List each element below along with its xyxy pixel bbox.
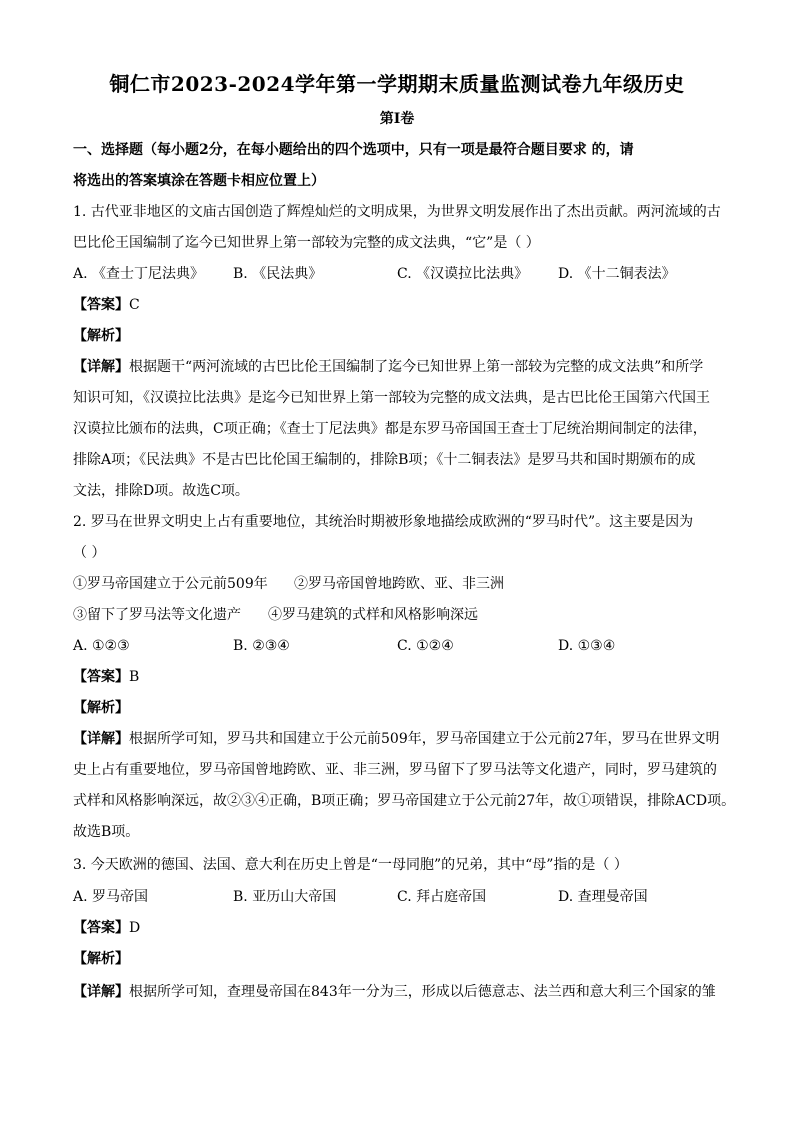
detail-label: 【详解】 — [73, 731, 129, 747]
q3-option-c: C. 拜占庭帝国 — [397, 889, 487, 905]
detail-label: 【详解】 — [73, 984, 129, 1000]
section-heading-line2: 将选出的答案填涂在答题卡相应位置上） — [73, 173, 325, 189]
q3-detail-text1: 根据所学可知，查理曼帝国在843年一分为三，形成以后德意志、法兰西和意大利三个国家的雏 — [129, 984, 716, 1000]
q2-answer — [73, 667, 733, 687]
q1-analysis — [73, 326, 733, 346]
q2-detail-line2: 史上占有重要地位，罗马帝国曾地跨欧、亚、非三洲，罗马留下了罗马法等文化遗产，同时，罗马建筑的 — [73, 762, 717, 778]
q2-detail-line1 — [73, 729, 733, 749]
q1-detail-line3: 汉谟拉比颁布的法典，C项正确；《查士丁尼法典》都是东罗马帝国国王查士丁尼统治期间制定的法律， — [73, 421, 707, 437]
q2-detail-line4: 故选B项。 — [73, 824, 140, 840]
q2-statement-1: ①罗马帝国建立于公元前509年 — [73, 576, 268, 592]
q2-statement-3: ③留下了罗马法等文化遗产 — [73, 607, 241, 623]
q3-detail-line1 — [73, 982, 733, 1002]
q2-statement-2: ②罗马帝国曾地跨欧、亚、非三洲 — [294, 576, 504, 592]
q2-option-d: D. ①③④ — [558, 638, 616, 654]
q2-detail-text1: 根据所学可知，罗马共和国建立于公元前509年，罗马帝国建立于公元前27年，罗马在世界文明 — [129, 731, 720, 747]
q1-answer-value: C — [129, 297, 140, 313]
analysis-label: 【解析】 — [73, 700, 129, 716]
exam-title: 铜仁市2023-2024学年第一学期期末质量监测试卷九年级历史 — [109, 72, 685, 96]
q3-stem: 3. 今天欧洲的德国、法国、意大利在历史上曾是“一母同胞”的兄弟，其中“母”指的是（ ） — [73, 857, 628, 873]
q3-answer — [73, 918, 733, 938]
q3-option-d: D. 查理曼帝国 — [558, 889, 648, 905]
q1-detail-line2: 知识可知，《汉谟拉比法典》是迄今已知世界上第一部较为完整的成文法典，是古巴比伦王国第六代国王 — [73, 390, 710, 406]
analysis-label: 【解析】 — [73, 328, 129, 344]
detail-label: 【详解】 — [73, 359, 129, 375]
q1-option-b: B. 《民法典》 — [233, 266, 323, 282]
q1-option-a: A. 《查士丁尼法典》 — [73, 266, 205, 282]
q2-option-c: C. ①②④ — [397, 638, 454, 654]
q1-detail-text1: 根据题干“两河流域的古巴比伦王国编制了迄今已知世界上第一部较为完整的成文法典”和所学 — [129, 359, 704, 375]
analysis-label: 【解析】 — [73, 951, 129, 967]
q1-detail-line5: 文法，排除D项。故选C项。 — [73, 483, 249, 499]
q1-answer — [73, 295, 733, 315]
q1-option-c: C. 《汉谟拉比法典》 — [397, 266, 529, 282]
volume-label: 第Ⅰ卷 — [379, 111, 415, 127]
q2-analysis — [73, 698, 733, 718]
q3-option-b: B. 亚历山大帝国 — [233, 889, 337, 905]
q1-stem-line2: 巴比伦王国编制了迄今已知世界上第一部较为完整的成文法典，“它”是（ ） — [73, 235, 540, 251]
section-heading-line1: 一、选择题（每小题2分，在每小题给出的四个选项中，只有一项是最符合题目要求 的，请 — [73, 142, 634, 158]
answer-label: 【答案】 — [73, 920, 129, 936]
q1-option-d: D. 《十二铜表法》 — [558, 266, 676, 282]
q2-stem-line1: 2. 罗马在世界文明史上占有重要地位，其统治时期被形象地描绘成欧洲的“罗马时代”。这主要是因为 — [73, 514, 694, 530]
q2-statement-4: ④罗马建筑的式样和风格影响深远 — [268, 607, 478, 623]
q2-option-b: B. ②③④ — [233, 638, 290, 654]
q2-detail-line3: 式样和风格影响深远，故②③④正确，B项正确；罗马帝国建立于公元前27年，故①项错误，排除ACD项。 — [73, 793, 736, 809]
answer-label: 【答案】 — [73, 669, 129, 685]
q3-answer-value: D — [129, 920, 141, 936]
q2-option-a: A. ①②③ — [73, 638, 130, 654]
q3-analysis — [73, 949, 733, 969]
q1-detail-line1 — [73, 357, 733, 377]
q2-answer-value: B — [129, 669, 140, 685]
q3-option-a: A. 罗马帝国 — [73, 889, 149, 905]
q1-detail-line4: 排除A项；《民法典》不是古巴比伦国王编制的，排除B项；《十二铜表法》是罗马共和国时期颁布的成 — [73, 452, 696, 468]
q2-stem-line2: （ ） — [73, 545, 106, 561]
answer-label: 【答案】 — [73, 297, 129, 313]
q1-stem-line1: 1. 古代亚非地区的文庙古国创造了辉煌灿烂的文明成果，为世界文明发展作出了杰出贡献。两河流域的古 — [73, 204, 721, 220]
